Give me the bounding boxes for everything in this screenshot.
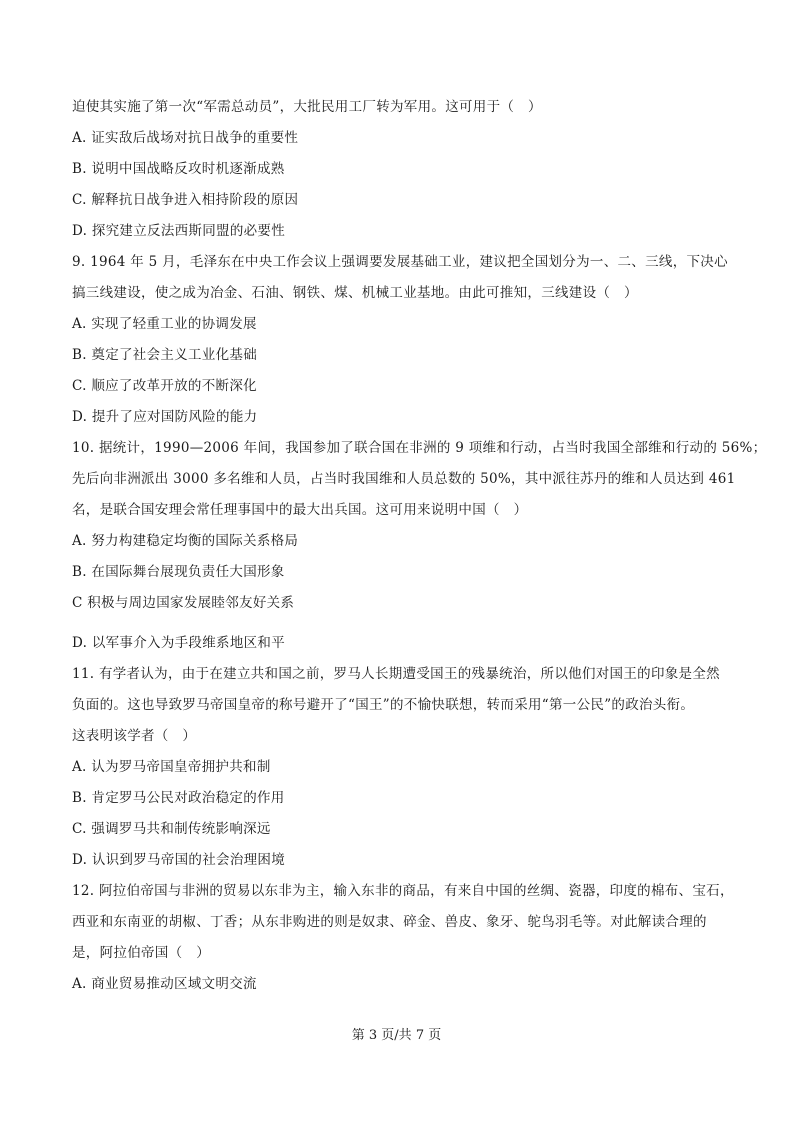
q8-option-b: B. 说明中国战略反攻时机逐渐成熟 [72,161,285,177]
q11-option-d: D. 认识到罗马帝国的社会治理困境 [72,852,286,868]
q11-option-b: B. 肯定罗马公民对政治稳定的作用 [72,790,285,806]
q9-option-c: C. 顺应了改革开放的不断深化 [72,378,257,394]
q10-option-d: D. 以军事介入为手段维系地区和平 [72,635,286,651]
q12-option-a: A. 商业贸易推动区域文明交流 [72,976,257,992]
q10-option-c: C 积极与周边国家发展睦邻友好关系 [72,595,295,611]
q11-stem-line-2: 负面的。这也导致罗马帝国皇帝的称号避开了“国王”的不愉快联想，转而采用“第一公民”的政治头衔。 [72,697,695,713]
q9-option-b: B. 奠定了社会主义工业化基础 [72,347,258,363]
q11-stem-line-1: 11. 有学者认为，由于在建立共和国之前，罗马人长期遭受国王的残暴统治，所以他们对国王的印象是全然 [72,666,720,682]
q9-stem-line-2: 搞三线建设，使之成为冶金、石油、钢铁、煤、机械工业基地。由此可推知，三线建设（ ） [72,285,638,301]
q12-stem-line-3: 是，阿拉伯帝国（ ） [72,945,210,961]
q8-option-a: A. 证实敌后战场对抗日战争的重要性 [72,130,299,146]
q11-option-c: C. 强调罗马共和制传统影响深远 [72,821,271,837]
page-footer: 第 3 页/共 7 页 [351,1028,442,1043]
q11-option-a: A. 认为罗马帝国皇帝拥护共和制 [72,759,271,775]
q10-stem-line-1: 10. 据统计，1990—2006 年间，我国参加了联合国在非洲的 9 项维和行动，占当时我国全部维和行动的 56%； [72,440,767,456]
q9-option-d: D. 提升了应对国防风险的能力 [72,409,258,425]
spacer [72,619,732,628]
q12-stem-line-1: 12. 阿拉伯帝国与非洲的贸易以东非为主，输入东非的商品，有来自中国的丝绸、瓷器，印度的棉布、宝石， [72,883,734,899]
question-content [72,92,767,1000]
q11-stem-line-3: 这表明该学者（ ） [72,728,197,744]
q12-stem-line-2: 西亚和东南亚的胡椒、丁香；从东非购进的则是奴隶、碎金、兽皮、象牙、鸵鸟羽毛等。对此解读合理的 [72,914,707,930]
q9-option-a: A. 实现了轻重工业的协调发展 [72,316,257,332]
q8-option-d: D. 探究建立反法西斯同盟的必要性 [72,223,286,239]
q10-option-b: B. 在国际舞台展现负责任大国形象 [72,564,285,580]
q9-stem-line-1: 9. 1964 年 5 月，毛泽东在中央工作会议上强调要发展基础工业，建议把全国划分为一、二、三线，下决心 [72,254,728,270]
q8-stem-continued: 迫使其实施了第一次“军需总动员”，大批民用工厂转为军用。这可用于（ ） [72,99,542,115]
q8-option-c: C. 解释抗日战争进入相持阶段的原因 [72,192,299,208]
q10-stem-line-3: 名，是联合国安理会常任理事国中的最大出兵国。这可用来说明中国（ ） [72,502,528,518]
q10-option-a: A. 努力构建稳定均衡的国际关系格局 [72,533,299,549]
q10-stem-line-2: 先后向非洲派出 3000 多名维和人员，占当时我国维和人员总数的 50%，其中派往苏丹的维和人员达到 461 [72,471,736,487]
